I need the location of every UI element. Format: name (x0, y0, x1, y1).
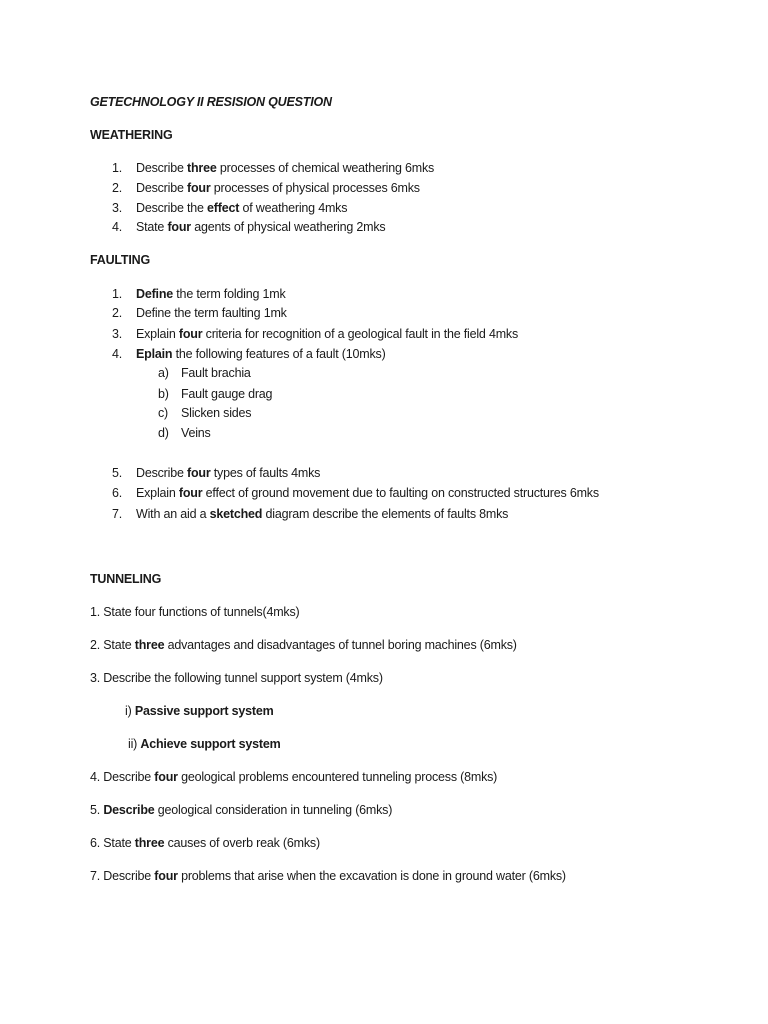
list-number: 6. (112, 486, 123, 500)
list-item: Define the term faulting 1mk (136, 306, 287, 320)
sublist-label: b) (158, 387, 169, 401)
sublist-item: i) Passive support system (125, 704, 274, 718)
list-number: 5. (112, 466, 123, 480)
section-heading-weathering: WEATHERING (90, 128, 173, 142)
list-number: 1. (112, 287, 123, 301)
list-item: Explain four criteria for recognition of a geological fault in the field 4mks (136, 327, 519, 341)
list-item: 3. Describe the following tunnel support system (4mks) (90, 671, 383, 685)
sublist-item: Fault brachia (181, 366, 251, 380)
list-item: 6. State three causes of overb reak (6mks) (90, 836, 320, 850)
sublist-item: Veins (181, 426, 211, 440)
list-number: 4. (112, 347, 123, 361)
sublist-label: c) (158, 406, 169, 420)
list-item: Describe four processes of physical processes 6mks (136, 181, 420, 195)
sublist-item: Slicken sides (181, 406, 252, 420)
list-item: State four agents of physical weathering 2mks (136, 220, 386, 234)
list-number: 3. (112, 327, 123, 341)
list-number: 7. (112, 507, 123, 521)
list-number: 3. (112, 201, 123, 215)
document-title: GETECHNOLOGY II RESISION QUESTION (90, 95, 332, 109)
list-item: 4. Describe four geological problems encountered tunneling process (8mks) (90, 770, 498, 784)
list-item: 1. State four functions of tunnels(4mks) (90, 605, 300, 619)
list-number: 4. (112, 220, 123, 234)
list-item: Describe four types of faults 4mks (136, 466, 321, 480)
list-number: 2. (112, 306, 123, 320)
list-item: With an aid a sketched diagram describe the elements of faults 8mks (136, 507, 509, 521)
list-item: 2. State three advantages and disadvantages of tunnel boring machines (6mks) (90, 638, 517, 652)
section-heading-faulting: FAULTING (90, 253, 150, 267)
list-item: 5. Describe geological consideration in tunneling (6mks) (90, 803, 393, 817)
section-heading-tunneling: TUNNELING (90, 572, 162, 586)
sublist-label: a) (158, 366, 169, 380)
sublist-label: d) (158, 426, 169, 440)
list-number: 1. (112, 161, 123, 175)
sublist-item: ii) Achieve support system (128, 737, 281, 751)
list-item: Define the term folding 1mk (136, 287, 286, 301)
list-number: 2. (112, 181, 123, 195)
list-item: Describe three processes of chemical weathering 6mks (136, 161, 435, 175)
sublist-item: Fault gauge drag (181, 387, 273, 401)
list-item: Eplain the following features of a fault (10mks) (136, 347, 386, 361)
list-item: 7. Describe four problems that arise when the excavation is done in ground water (6mks) (90, 869, 566, 883)
list-item: Describe the effect of weathering 4mks (136, 201, 348, 215)
list-item: Explain four effect of ground movement due to faulting on constructed structures 6mks (136, 486, 599, 500)
